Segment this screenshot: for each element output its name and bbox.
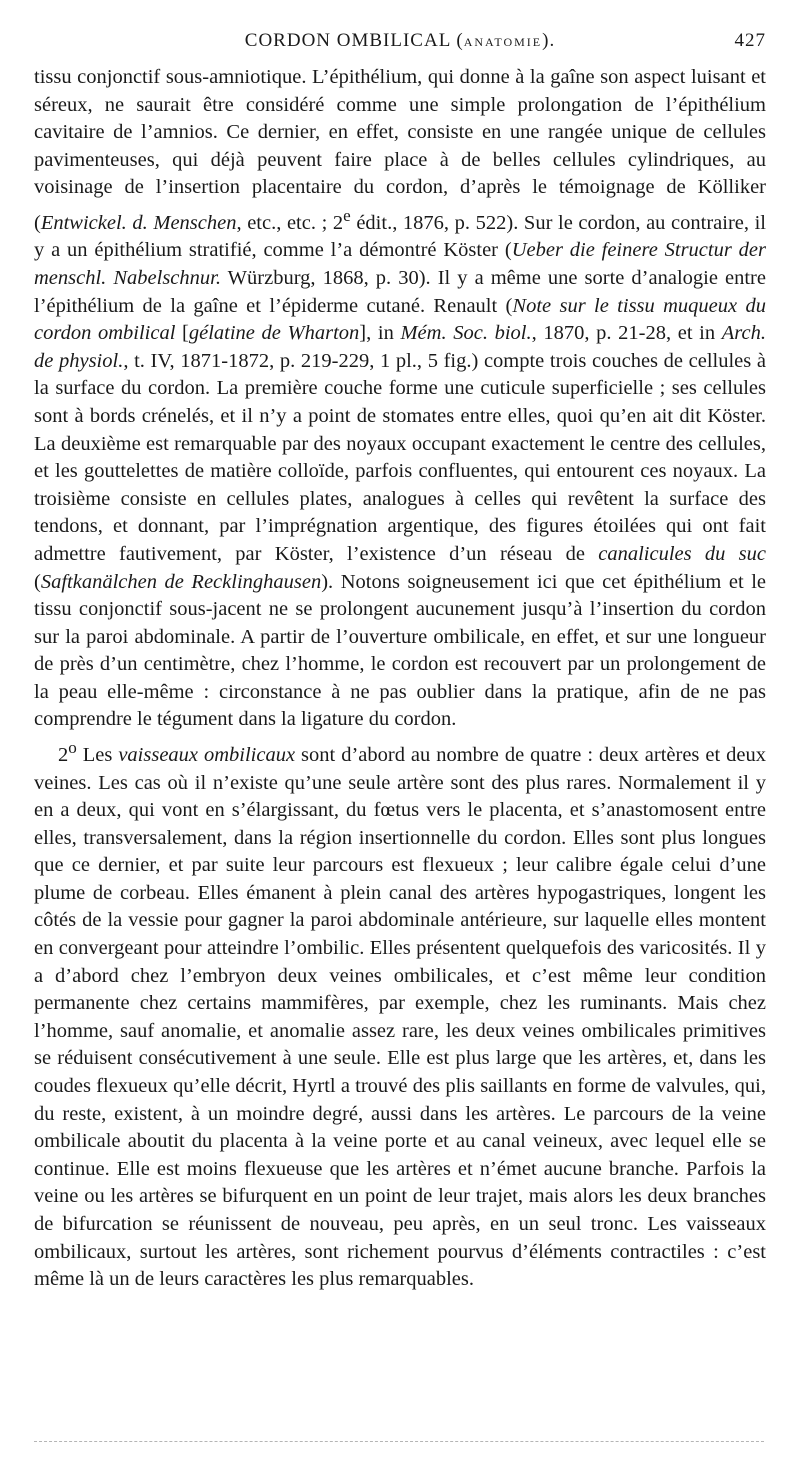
- italic-text: Arch. de physiol.: [34, 322, 766, 372]
- running-title-end: ).: [542, 30, 556, 51]
- page-number: 427: [734, 30, 766, 51]
- superscript: o: [68, 738, 77, 758]
- text-run: (: [34, 570, 41, 593]
- running-title-subject: ANATOMIE: [463, 35, 543, 49]
- text-run: , etc., etc. ; 2: [236, 211, 344, 234]
- text-run: [: [175, 322, 189, 345]
- text-run: , 1870, p. 21-28, et in: [531, 322, 722, 345]
- running-title: [34, 30, 766, 52]
- running-title-main: CORDON OMBILICAL (: [244, 30, 464, 51]
- italic-text: gélatine de Wharton: [188, 322, 360, 345]
- paragraph: [34, 734, 766, 1294]
- running-header: [34, 22, 766, 50]
- italic-text: Saftkanälchen de Recklinghausen: [40, 570, 322, 593]
- italic-text: canalicules du suc: [598, 542, 766, 565]
- page: [34, 22, 766, 1294]
- text-run: ], in: [359, 322, 401, 345]
- italic-text: vaisseaux ombilicaux: [118, 743, 296, 766]
- italic-text: Note sur le tissu muqueux du cordon ombilical: [34, 294, 766, 345]
- text-run: édit., 1876, p. 522). Sur le cordon, au contraire, il y a un épithélium stratifié, comme l’a démontré Köster (: [34, 211, 766, 262]
- text-run: ). Notons soigneusement ici que cet épithélium et le tissu conjonctif sous-jacent ne se prolongent aucunement jusqu’à l’insertion du cordon sur la paroi abdominale. A partir de l’ouverture ombilicale, en effet, et sur une longueur de près d’un centimètre, chez l’homme, le cordon est recouvert par un prolongement de la peau elle-même : circonstance à ne pas oublier dans la pratique, afin de ne pas comprendre le tégument dans la ligature du cordon.: [34, 570, 766, 731]
- text-run: sont d’abord au nombre de quatre : deux artères et deux veines. Les cas où il n’existe qu’une seule artère sont des plus rares. Normalement il y en a deux, qui vont en s’élargissant, du fœtus vers le placenta, et s’anastomosent entre elles, transversalement, dans la région insertionnelle du cordon. Elles sont plus longues que ce dernier, et par suite leur parcours est flexueux ; leur calibre égale celui d’une plume de corbeau. Elles émanent à plein canal des artères hypogastriques, longent les côtés de la vessie pour gagner la paroi abdominale antérieure, sur laquelle elles montent en convergeant pour atteindre l’ombilic. Elles présentent quelquefois des varicosités. Il y a d’abord chez l’embryon deux veines ombilicales, et c’est même leur condition permanente chez certains mammifères, par exemple, chez les ruminants. Mais chez l’homme, sauf anomalie, et anomalie assez rare, les deux veines ombilicales primitives se réduisent consécutivement à une seule. Elle est plus large que les artères, et, dans les coudes flexueux qu’elle décrit, Hyrtl a trouvé des plis saillants en forme de valvules, qui, du reste, existent, à un moindre degré, aussi dans les artères. Le parcours de la veine ombilicale aboutit du placenta à la veine porte et au canal veineux, avec lequel elle se continue. Elle est moins flexueuse que les artères et n’émet aucune branche. Parfois la veine ou les artères se bifurquent en un point de leur trajet, mais alors les deux branches de bifurcation se réunissent de nouveau, peu après, en un seul tronc. Les vaisseaux ombilicaux, surtout les artères, sont richement pourvus d’éléments contractiles : c’est même là un de leurs caractères les plus remarquables.: [34, 743, 766, 1291]
- footer-rule: [34, 1441, 764, 1442]
- text-run: 2: [58, 743, 69, 766]
- text-run: Les: [76, 743, 119, 766]
- paragraph: [34, 64, 766, 734]
- italic-text: Ueber die feinere Structur der menschl. Nabelschnur.: [34, 239, 766, 289]
- text-run: tissu conjonctif sous-amniotique. L’épithélium, qui donne à la gaîne son aspect luisant et séreux, ne saurait être considéré comme une simple prolongation de l’épithélium cavitaire de l’amnios. Ce dernier, en effet, consiste en une rangée unique de cellules pavimenteuses, qui déjà peuvent faire place à de belles cellules cylindriques, au voisinage de l’insertion placentaire du cordon, d’après le témoignage de Kölliker (: [34, 66, 766, 234]
- body-text: [34, 64, 766, 1294]
- text-run: Würzburg, 1868, p. 30). Il y a même une sorte d’analogie entre l’épithélium de la gaîne et l’épiderme cutané. Renault (: [34, 266, 766, 317]
- italic-text: Mém. Soc. biol.: [400, 322, 532, 345]
- superscript: e: [343, 205, 351, 225]
- italic-text: Entwickel. d. Menschen: [40, 211, 237, 234]
- text-run: , t. IV, 1871-1872, p. 219-229, 1 pl., 5 fig.) compte trois couches de cellules à la surface du cordon. La première couche forme une cuticule superficielle ; ses cellules sont à bords crénelés, et il n’y a point de stomates entre elles, quoi qu’en ait dit Köster. La deuxième est remarquable par des noyaux occupant exactement le centre des cellules, et les gouttelettes de matière colloïde, parfois confluentes, qui entourent ces noyaux. La troisième consiste en cellules plates, analogues à celles qui revêtent la surface des tendons, et donnant, par l’imprégnation argentique, des figures étoilées qui ont fait admettre fautivement, par Köster, l’existence d’un réseau de: [34, 349, 766, 565]
